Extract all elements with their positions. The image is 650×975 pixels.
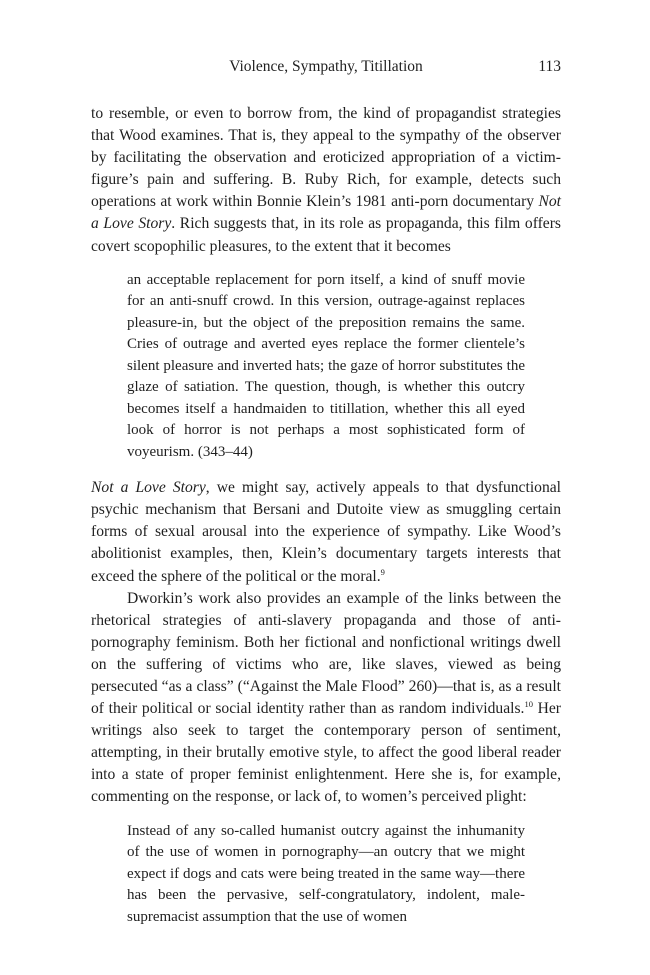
page-number: 113 (538, 58, 561, 75)
block-quote-1: an acceptable replacement for porn itself, a kind of snuff movie for an anti-snuff crowd. In this version, outrage-against replaces pleasure-in, but the object of the preposition remains the same. Cries of outrage and averted eyes replace the former clientele’s silent pleasure and inverted hats; the gaze of horror substitutes the glaze of satiation. The question, though, is whether this outcry becomes itself a handmaiden to titillation, whether this all eyed look of horror is not perhaps a most sophisticated form of voyeurism. (343–44) (127, 271, 525, 460)
paragraph-2-text: , we might say, actively appeals to that dysfunctional psychic mechanism that Bersani and Dutoite view as smuggling certain forms of sexual arousal into the experience of sympathy. Like Wood’s abolitionist examples, then, Klein’s documentary targets interests that exceed the sphere of the political or the moral. (91, 479, 561, 585)
paragraph-1-text-a: to resemble, or even to borrow from, the kind of propagandist strategies that Wood examines. That is, they appeal to the sympathy of the observer by facilitating the observation and eroticized appropriation of a victim-figure’s pain and suffering. B. Ruby Rich, for example, detects such operations at work within Bonnie Klein’s 1981 anti-porn documentary (91, 105, 561, 211)
page-body (91, 103, 561, 942)
footnote-ref-9[interactable]: 9 (380, 566, 385, 577)
running-header (91, 58, 561, 78)
footnote-ref-10[interactable]: 10 (524, 698, 533, 709)
paragraph-1 (91, 103, 561, 258)
paragraph-3 (91, 588, 561, 809)
paragraph-3-text-b: Her writings also seek to target the contemporary person of sentiment, attempting, in their brutally emotive style, to affect the good liberal reader into a state of proper feminist enlightenment. Here she is, for example, commenting on the response, or lack of, to women’s perceived plight: (91, 700, 562, 806)
paragraph-3-text-a: Dworkin’s work also provides an example of the links between the rhetorical strategies of anti-slavery propaganda and those of anti-pornography feminism. Both her fictional and nonfictional writings dwell on the suffering of victims who are, like slaves, viewed as being persecuted “as a class” (“Against the Male Flood” 260)—that is, as a result of their political or social identity rather than as random individuals. (91, 589, 561, 718)
film-title: Not a Love Story (91, 479, 206, 497)
paragraph-1-text-b: . Rich suggests that, in its role as propaganda, this film offers covert scopophilic pleasures, to the extent that it becomes (91, 215, 561, 255)
film-title: Not a Love Story (91, 193, 561, 233)
block-quote-2: Instead of any so-called humanist outcry against the inhumanity of the use of women in pornography—an outcry that we might expect if dogs and cats were being treated in the same way—there has been the pervasive, self-congratulatory, indolent, male-supremacist assumption that the use of women (127, 822, 525, 925)
paragraph-2 (91, 477, 561, 587)
running-title: Violence, Sympathy, Titillation (229, 58, 423, 75)
